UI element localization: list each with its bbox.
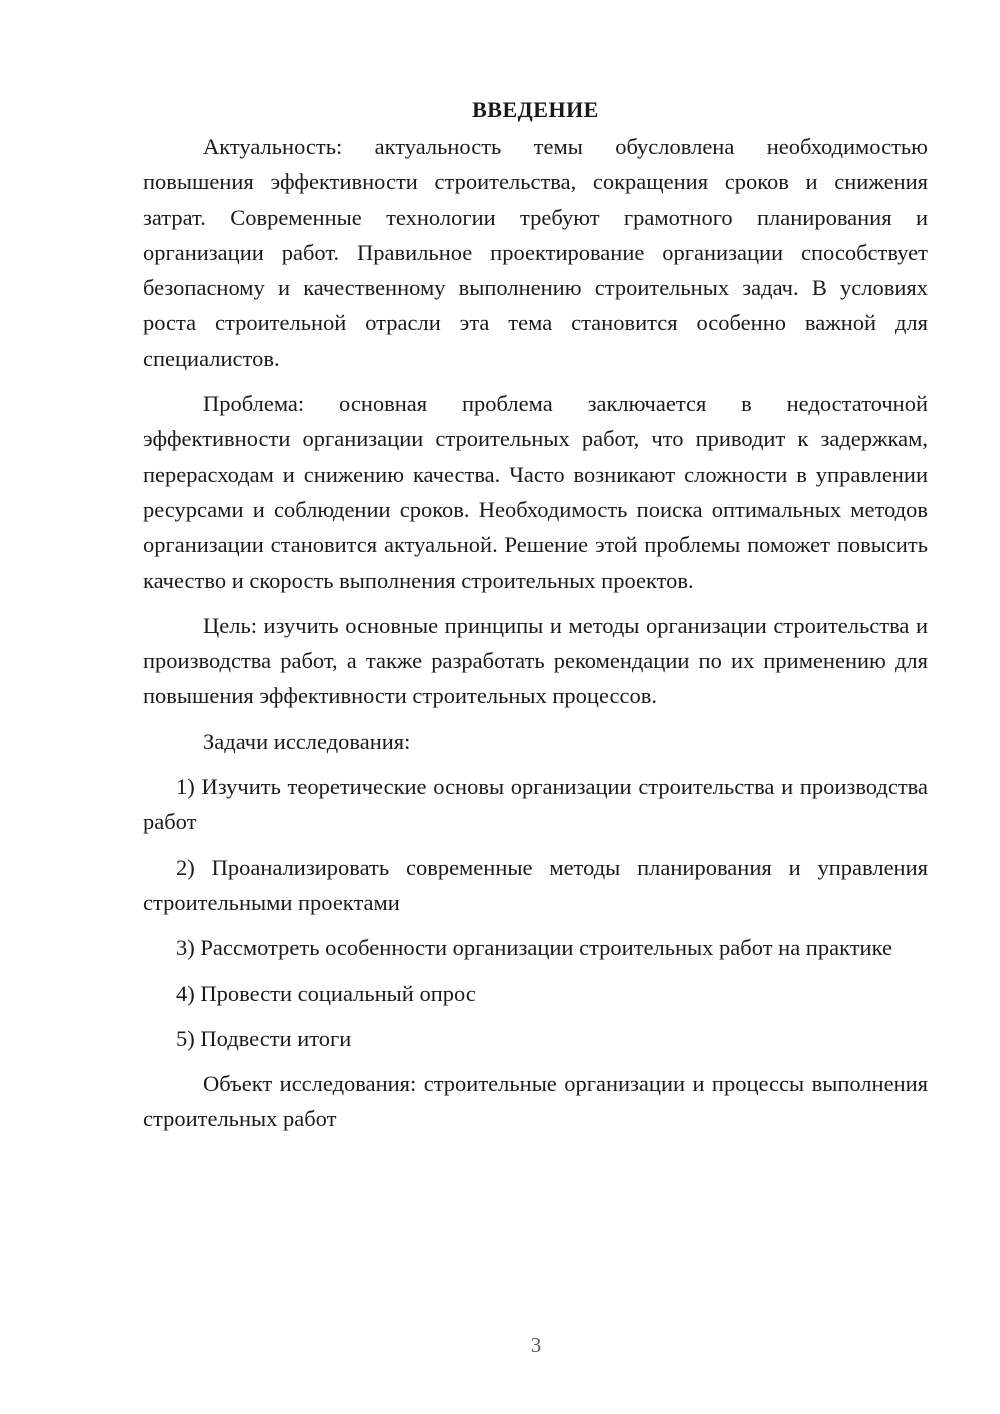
- tasks-heading: Задачи исследования:: [203, 728, 411, 754]
- section-title: ВВЕДЕНИЕ: [472, 97, 599, 122]
- task-item-2: 2) Проанализировать современные методы планирования и управления строительными проектами: [143, 854, 928, 915]
- research-object-paragraph: Объект исследования: строительные организации и процессы выполнения строительных работ: [143, 1071, 928, 1132]
- task-item-4: 4) Провести социальный опрос: [176, 980, 476, 1006]
- page-number: 3: [530, 1333, 542, 1357]
- problem-paragraph: Проблема: основная проблема заключается в недостаточной эффективности организации строительных работ, что приводит к задержкам, перерасходам и снижению качества. Часто возникают сложности в управлении ресурсами и соблюдении сроков. Необходимость поиска оптимальных методов организации становится актуальной. Решение этой проблемы поможет повысить качество и скорость выполнения строительных проектов.: [143, 391, 928, 593]
- task-item-5: 5) Подвести итоги: [176, 1025, 352, 1051]
- goal-paragraph: Цель: изучить основные принципы и методы организации строительства и производства работ, а также разработать рекомендации по их применению для повышения эффективности строительных процессов.: [143, 612, 928, 709]
- task-item-1: 1) Изучить теоретические основы организации строительства и производства работ: [143, 774, 928, 835]
- relevance-paragraph: Актуальность: актуальность темы обусловлена необходимостью повышения эффективности строительства, сокращения сроков и снижения затрат. Современные технологии требуют грамотного планирования и организации работ. Правильное проектирование организации способствует безопасному и качественному выполнению строительных задач. В условиях роста строительной отрасли эта тема становится особенно важной для специалистов.: [143, 134, 928, 371]
- document-page: [143, 92, 928, 1147]
- task-item-3: 3) Рассмотреть особенности организации строительных работ на практике: [176, 935, 892, 961]
